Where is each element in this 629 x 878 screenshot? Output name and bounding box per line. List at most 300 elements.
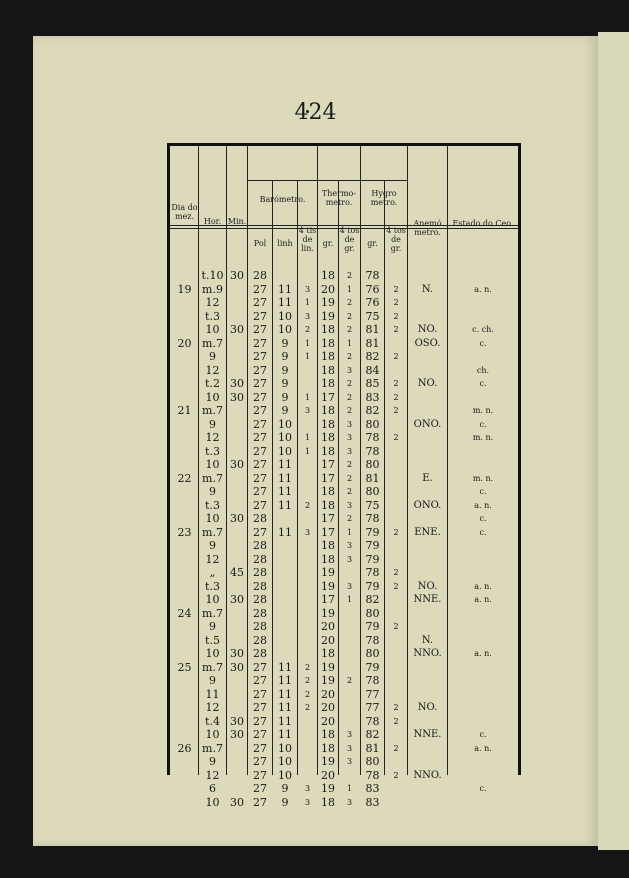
cell-tg: 18 xyxy=(321,404,335,417)
cell-es: ch. xyxy=(476,365,490,375)
cell-lin: 9 xyxy=(281,350,289,363)
cell-hg: 80 xyxy=(365,485,380,498)
cell-hor: m.7 xyxy=(202,741,223,755)
cell-lin: 11 xyxy=(278,525,292,539)
cell-hor: t.3 xyxy=(205,444,220,458)
cell-tg: 18 xyxy=(321,795,335,809)
cell-pol: 28 xyxy=(253,512,267,525)
cell-min: 30 xyxy=(230,714,244,728)
cell-hor: m.9 xyxy=(202,282,223,296)
cell-es: a. n. xyxy=(474,649,492,658)
cell-lin: 11 xyxy=(278,701,292,714)
cell-an: NNO. xyxy=(413,769,442,781)
cell-pol: 28 xyxy=(253,647,267,660)
cell-tis: 3 xyxy=(304,284,311,294)
header-tis-de-lin: 4 tis de lin. xyxy=(298,226,317,253)
cell-pol: 28 xyxy=(253,269,267,282)
cell-hg: 81 xyxy=(365,336,380,350)
cell-lin: 11 xyxy=(278,458,292,471)
cell-hor: 10 xyxy=(205,728,220,741)
cell-tt: 3 xyxy=(346,581,353,591)
cell-tt: 2 xyxy=(346,379,353,388)
cell-tg: 18 xyxy=(321,539,335,552)
table-left-border xyxy=(167,143,170,775)
cell-tg: 20 xyxy=(321,701,335,714)
header-gr-hygro: gr. xyxy=(367,239,378,248)
cell-lin: 11 xyxy=(278,728,292,741)
cell-tis: 3 xyxy=(304,311,311,321)
cell-tis: 2 xyxy=(304,500,311,510)
cell-es: c. xyxy=(479,527,487,537)
cell-tg: 17 xyxy=(321,390,335,404)
page-number: 424 xyxy=(294,100,337,125)
cell-tg: 19 xyxy=(321,674,335,687)
cell-pol: 27 xyxy=(253,323,267,336)
cell-hor: 10 xyxy=(205,458,220,471)
cell-lin: 10 xyxy=(278,417,292,431)
cell-hg: 83 xyxy=(365,795,380,809)
cell-hor: 9 xyxy=(209,350,216,363)
header-min: Min. xyxy=(227,217,247,226)
cell-an: NNE. xyxy=(413,594,442,605)
cell-es: c. xyxy=(479,487,487,496)
cell-pol: 28 xyxy=(253,539,267,552)
cell-hg: 75 xyxy=(365,498,380,512)
cell-hg: 78 xyxy=(365,431,380,444)
cell-tg: 18 xyxy=(321,431,335,444)
cell-hor: 10 xyxy=(205,795,220,809)
header-gr-thermo: gr. xyxy=(322,239,334,248)
cell-ht: 2 xyxy=(393,433,399,442)
cell-pol: 27 xyxy=(253,444,267,458)
cell-tt: 3 xyxy=(346,446,353,456)
cell-pol: 28 xyxy=(253,552,267,566)
cell-hor: 12 xyxy=(205,431,220,444)
cell-hor: t.10 xyxy=(201,269,224,282)
cell-hg: 81 xyxy=(365,323,380,336)
cell-hor: 12 xyxy=(205,552,220,566)
cell-hor: t.5 xyxy=(205,633,220,647)
cell-tt: 3 xyxy=(346,730,353,739)
cell-hor: m.7 xyxy=(202,471,223,485)
cell-tg: 18 xyxy=(321,498,335,512)
cell-tis: 3 xyxy=(304,406,311,415)
cell-hg: 78 xyxy=(365,566,380,579)
cell-hg: 82 xyxy=(365,728,380,741)
cell-lin: 11 xyxy=(278,282,292,296)
cell-an: N. xyxy=(421,283,434,295)
cell-hg: 83 xyxy=(365,782,380,795)
cell-hor: 10 xyxy=(205,390,220,404)
cell-ht: 2 xyxy=(393,770,399,780)
cell-min: 30 xyxy=(230,512,244,525)
cell-ht: 2 xyxy=(393,527,399,537)
header-hygrometro: Hygro metro. xyxy=(370,189,398,207)
cell-lin: 9 xyxy=(281,363,289,377)
cell-pol: 27 xyxy=(253,296,267,309)
cell-es: m. n. xyxy=(472,433,494,442)
cell-tis: 3 xyxy=(304,784,311,793)
cell-an: NNE. xyxy=(413,729,442,740)
col-rule xyxy=(407,146,408,775)
table-right-border xyxy=(518,143,521,775)
header-hor: Hor. xyxy=(203,217,222,226)
cell-hg: 79 xyxy=(365,552,380,566)
cell-min: 30 xyxy=(230,795,244,809)
cell-hg: 79 xyxy=(365,660,380,674)
cell-tt: 1 xyxy=(346,784,353,793)
cell-hor: t.4 xyxy=(205,714,220,728)
cell-hg: 82 xyxy=(365,404,380,417)
cell-pol: 27 xyxy=(253,336,267,350)
cell-dia: 24 xyxy=(177,606,192,620)
cell-tg: 18 xyxy=(321,552,335,566)
cell-tis: 2 xyxy=(304,703,311,712)
cell-tg: 20 xyxy=(321,768,335,782)
cell-ht: 2 xyxy=(393,406,399,415)
cell-hg: 78 xyxy=(365,269,380,282)
cell-hor: 9 xyxy=(209,417,216,431)
cell-pol: 27 xyxy=(253,741,267,755)
cell-tg: 17 xyxy=(321,458,335,471)
cell-pol: 27 xyxy=(253,674,267,687)
cell-hor: 9 xyxy=(209,620,216,633)
cell-hg: 81 xyxy=(365,471,380,485)
cell-hg: 84 xyxy=(365,363,380,377)
cell-tg: 18 xyxy=(321,485,335,498)
header-thermometro: Thermo-metro. xyxy=(321,189,357,207)
cell-lin: 9 xyxy=(281,404,289,417)
cell-tg: 18 xyxy=(321,363,335,377)
cell-min: 30 xyxy=(230,647,244,660)
cell-pol: 27 xyxy=(253,309,267,323)
cell-pol: 27 xyxy=(253,755,267,768)
cell-min: 30 xyxy=(230,660,244,674)
cell-tg: 18 xyxy=(321,728,335,741)
cell-lin: 11 xyxy=(278,498,292,512)
cell-lin: 10 xyxy=(278,323,292,336)
cell-tis: 1 xyxy=(304,446,311,456)
cell-pol: 27 xyxy=(253,417,267,431)
cell-tt: 1 xyxy=(346,595,353,604)
header-tos-de-gr-thermo: 4 tos de gr. xyxy=(339,226,360,253)
cell-tis: 1 xyxy=(304,352,311,361)
cell-hg: 82 xyxy=(365,593,380,606)
cell-pol: 27 xyxy=(253,782,267,795)
cell-tt: 3 xyxy=(346,541,353,550)
cell-tg: 19 xyxy=(321,660,335,674)
col-rule xyxy=(447,146,448,775)
cell-es: c. xyxy=(479,784,487,793)
cell-tg: 19 xyxy=(321,606,335,620)
cell-lin: 10 xyxy=(278,741,292,755)
cell-es: m. n. xyxy=(472,473,494,483)
cell-hg: 80 xyxy=(365,417,380,431)
cell-an: ONO. xyxy=(413,499,442,511)
cell-hor: t.3 xyxy=(205,309,220,323)
cell-es: c. ch. xyxy=(472,325,494,334)
cell-hg: 80 xyxy=(365,647,380,660)
cell-min: 30 xyxy=(230,390,244,404)
cell-hor: m.7 xyxy=(202,606,223,620)
cell-tt: 3 xyxy=(346,433,353,442)
cell-tg: 17 xyxy=(321,593,335,606)
cell-tg: 18 xyxy=(321,336,335,350)
cell-es: a. n. xyxy=(474,743,492,753)
header-estado: Estado do Ceo. xyxy=(452,219,514,228)
cell-tis: 1 xyxy=(304,433,311,442)
cell-hor: 9 xyxy=(209,674,216,687)
cell-ht: 2 xyxy=(393,298,399,307)
cell-hor: t.2 xyxy=(205,377,220,390)
header-sub-rule xyxy=(247,180,407,181)
cell-min: 30 xyxy=(230,269,244,282)
cell-ht: 2 xyxy=(393,379,399,388)
cell-lin: 9 xyxy=(281,390,289,404)
cell-ht: 2 xyxy=(393,622,399,631)
cell-tis: 2 xyxy=(304,689,311,699)
cell-ht: 2 xyxy=(393,716,399,726)
cell-tt: 1 xyxy=(346,284,353,294)
cell-hor: m.7 xyxy=(202,404,223,417)
cell-ht: 2 xyxy=(393,743,399,753)
cell-tt: 2 xyxy=(346,352,353,361)
cell-ht: 2 xyxy=(393,392,399,402)
cell-tt: 3 xyxy=(346,554,353,564)
header-dia: Dia do mez. xyxy=(171,203,198,221)
cell-ht: 2 xyxy=(393,325,399,334)
cell-hg: 82 xyxy=(365,350,380,363)
cell-min: 30 xyxy=(230,593,244,606)
cell-hor: 6 xyxy=(209,782,216,795)
cell-dia: 20 xyxy=(177,336,192,350)
cell-lin: 10 xyxy=(278,444,292,458)
cell-tg: 19 xyxy=(321,296,335,309)
cell-tg: 17 xyxy=(321,525,335,539)
cell-pol: 27 xyxy=(253,485,267,498)
cell-hg: 78 xyxy=(365,714,380,728)
cell-lin: 11 xyxy=(278,485,292,498)
cell-tg: 17 xyxy=(321,512,335,525)
cell-hg: 77 xyxy=(365,687,380,701)
cell-hor: m.7 xyxy=(202,660,223,674)
cell-tg: 20 xyxy=(321,633,335,647)
cell-lin: 11 xyxy=(278,714,292,728)
cell-tg: 18 xyxy=(321,350,335,363)
cell-lin: 11 xyxy=(278,471,292,485)
cell-tt: 2 xyxy=(346,460,353,469)
cell-ht: 2 xyxy=(393,703,399,712)
cell-hor: 10 xyxy=(205,647,220,660)
cell-pol: 27 xyxy=(253,458,267,471)
cell-hor: 12 xyxy=(205,768,220,782)
cell-pol: 28 xyxy=(253,633,267,647)
cell-tg: 18 xyxy=(321,269,335,282)
cell-tg: 20 xyxy=(321,282,335,296)
cell-lin: 11 xyxy=(278,674,292,687)
cell-hor: 9 xyxy=(209,755,216,768)
cell-tt: 2 xyxy=(346,311,353,321)
cell-hg: 80 xyxy=(365,606,380,620)
cell-hor: t.3 xyxy=(205,579,220,593)
cell-es: c. xyxy=(479,419,487,429)
cell-pol: 27 xyxy=(253,768,267,782)
cell-es: c. xyxy=(479,514,487,523)
cell-tt: 2 xyxy=(346,406,353,415)
cell-pol: 27 xyxy=(253,795,267,809)
cell-hg: 76 xyxy=(365,296,380,309)
cell-tg: 18 xyxy=(321,417,335,431)
cell-hg: 78 xyxy=(365,512,380,525)
cell-ht: 2 xyxy=(393,284,399,294)
cell-pol: 27 xyxy=(253,525,267,539)
cell-min: 30 xyxy=(230,377,244,390)
cell-lin: 9 xyxy=(281,377,289,390)
book-page xyxy=(33,36,598,846)
cell-hor: „ xyxy=(209,566,216,579)
cell-tg: 19 xyxy=(321,566,335,579)
cell-pol: 27 xyxy=(253,363,267,377)
cell-tt: 2 xyxy=(346,514,353,523)
cell-es: c. xyxy=(479,730,487,739)
cell-hor: m.7 xyxy=(202,336,223,350)
cell-ht: 2 xyxy=(393,581,399,591)
cell-dia: 26 xyxy=(177,741,192,755)
cell-pol: 27 xyxy=(253,498,267,512)
cell-an: ONO. xyxy=(413,418,442,430)
cell-es: c. xyxy=(479,338,487,348)
cell-hg: 85 xyxy=(365,377,380,390)
cell-hor: t.3 xyxy=(205,498,220,512)
cell-dia: 22 xyxy=(177,471,192,485)
cell-hor: 12 xyxy=(205,701,220,714)
cell-tis: 2 xyxy=(304,325,311,334)
cell-tt: 2 xyxy=(346,271,353,280)
col-rule xyxy=(384,181,385,775)
cell-tt: 2 xyxy=(346,473,353,483)
cell-min: 30 xyxy=(230,458,244,471)
cell-hor: 10 xyxy=(205,593,220,606)
cell-hor: 10 xyxy=(205,323,220,336)
cell-tis: 1 xyxy=(304,338,311,348)
cell-tt: 3 xyxy=(346,743,353,753)
cell-hg: 79 xyxy=(365,620,380,633)
cell-an: NO. xyxy=(417,324,438,335)
header-linh: linh xyxy=(277,239,293,248)
cell-an: OSO. xyxy=(414,337,441,349)
cell-hg: 76 xyxy=(365,282,380,296)
cell-ht: 2 xyxy=(393,352,399,361)
cell-es: a. n. xyxy=(474,500,492,510)
cell-hor: 12 xyxy=(205,296,220,309)
cell-pol: 27 xyxy=(253,390,267,404)
cell-hg: 79 xyxy=(365,539,380,552)
cell-pol: 27 xyxy=(253,377,267,390)
cell-tg: 19 xyxy=(321,755,335,768)
cell-es: a. n. xyxy=(474,581,492,591)
cell-dia: 25 xyxy=(177,660,192,674)
cell-an: N. xyxy=(421,634,434,646)
header-tos-de-gr-hygro: 4 tos de gr. xyxy=(386,226,406,253)
cell-tt: 2 xyxy=(346,392,353,402)
cell-hor: 11 xyxy=(205,687,220,701)
cell-lin: 9 xyxy=(281,336,289,350)
cell-es: a. n. xyxy=(474,595,492,604)
cell-tis: 3 xyxy=(304,797,311,807)
cell-pol: 28 xyxy=(253,579,267,593)
cell-hor: 10 xyxy=(205,512,220,525)
cell-min: 30 xyxy=(230,728,244,741)
header-pol: Pol xyxy=(253,239,267,248)
cell-tt: 2 xyxy=(346,325,353,334)
cell-tt: 3 xyxy=(346,797,353,807)
cell-hg: 75 xyxy=(365,309,380,323)
cell-pol: 28 xyxy=(253,593,267,606)
cell-hg: 79 xyxy=(365,525,380,539)
cell-pol: 27 xyxy=(253,660,267,674)
cell-hg: 81 xyxy=(365,741,380,755)
cell-tg: 18 xyxy=(321,741,335,755)
table-top-border xyxy=(167,143,521,146)
cell-pol: 27 xyxy=(253,282,267,296)
cell-lin: 9 xyxy=(281,782,289,795)
cell-tt: 3 xyxy=(346,757,353,766)
next-page-edge xyxy=(598,32,629,850)
cell-tg: 18 xyxy=(321,444,335,458)
cell-hg: 80 xyxy=(365,755,380,768)
cell-pol: 27 xyxy=(253,701,267,714)
cell-es: a. n. xyxy=(474,284,492,294)
cell-ht: 2 xyxy=(393,568,399,577)
cell-lin: 9 xyxy=(281,795,289,809)
cell-tt: 3 xyxy=(346,500,353,510)
cell-tg: 18 xyxy=(321,377,335,390)
cell-tg: 19 xyxy=(321,309,335,323)
cell-tis: 1 xyxy=(304,298,311,307)
cell-tg: 20 xyxy=(321,620,335,633)
cell-an: E. xyxy=(422,472,433,484)
cell-lin: 10 xyxy=(278,431,292,444)
cell-tis: 1 xyxy=(304,392,311,402)
cell-pol: 28 xyxy=(253,620,267,633)
cell-pol: 28 xyxy=(253,606,267,620)
cell-lin: 10 xyxy=(278,309,292,323)
cell-lin: 11 xyxy=(278,660,292,674)
cell-tg: 18 xyxy=(321,323,335,336)
cell-hg: 78 xyxy=(365,444,380,458)
cell-tt: 1 xyxy=(346,338,353,348)
cell-an: NNO. xyxy=(413,648,442,659)
cell-tg: 17 xyxy=(321,471,335,485)
cell-pol: 27 xyxy=(253,471,267,485)
cell-an: ENE. xyxy=(414,526,441,538)
cell-pol: 27 xyxy=(253,431,267,444)
cell-es: c. xyxy=(479,379,487,388)
cell-tt: 3 xyxy=(346,419,353,429)
cell-es: m. n. xyxy=(472,406,494,415)
cell-an: NO. xyxy=(417,702,438,713)
cell-tt: 1 xyxy=(346,527,353,537)
cell-pol: 27 xyxy=(253,350,267,363)
cell-hg: 78 xyxy=(365,674,380,687)
cell-dia: 19 xyxy=(177,282,192,296)
cell-an: NO. xyxy=(417,378,438,389)
header-anemometro: Anemó metro. xyxy=(413,219,442,237)
cell-tis: 2 xyxy=(304,676,311,685)
cell-hg: 79 xyxy=(365,579,380,593)
cell-tg: 19 xyxy=(321,782,335,795)
cell-hor: 9 xyxy=(209,539,216,552)
